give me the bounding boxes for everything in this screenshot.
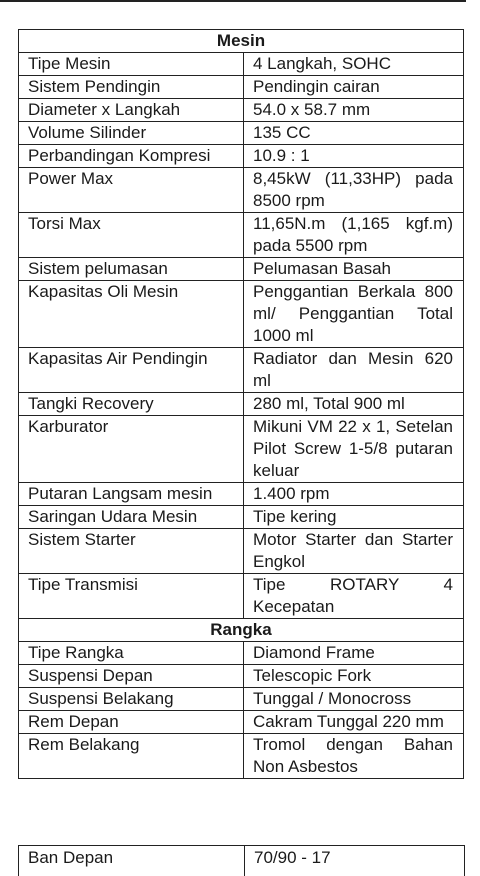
partial-row-clip <box>0 841 480 867</box>
spec-value: Tipe ROTARY 4 Kecepatan <box>244 574 464 619</box>
spec-value: Diamond Frame <box>244 642 464 665</box>
spec-label: Karburator <box>19 416 244 483</box>
spec-label: Sistem Starter <box>19 529 244 574</box>
table-row <box>19 688 464 711</box>
spec-label: Volume Silinder <box>19 122 244 145</box>
table-row <box>19 122 464 145</box>
table-row <box>19 642 464 665</box>
spec-value: Tunggal / Monocross <box>244 688 464 711</box>
spec-value: Tipe kering <box>244 506 464 529</box>
table-row <box>19 281 464 348</box>
spec-label: Suspensi Depan <box>19 665 244 688</box>
section-header-rangka <box>19 619 464 642</box>
section-title: Mesin <box>19 30 464 53</box>
table-row <box>19 258 464 281</box>
table-row <box>19 213 464 258</box>
spec-label: Kapasitas Air Pendingin <box>19 348 244 393</box>
table-row <box>19 168 464 213</box>
spec-value: Penggantian Berkala 800 ml/ Penggantian Total 1000 ml <box>244 281 464 348</box>
section-header-mesin <box>19 30 464 53</box>
table-row <box>19 99 464 122</box>
table-row <box>19 734 464 779</box>
table-row <box>19 574 464 619</box>
table-row <box>19 483 464 506</box>
spec-value: Pendingin cairan <box>244 76 464 99</box>
spec-value: Cakram Tunggal 220 mm <box>244 711 464 734</box>
spec-table <box>18 29 464 779</box>
section-title: Rangka <box>19 619 464 642</box>
spec-value: 70/90 - 17 <box>254 848 331 867</box>
spec-label: Tipe Mesin <box>19 53 244 76</box>
table-row <box>19 348 464 393</box>
table-row <box>19 416 464 483</box>
table-row-partial <box>18 845 465 876</box>
spec-label: Suspensi Belakang <box>19 688 244 711</box>
spec-label: Ban Depan <box>28 848 114 867</box>
table-row <box>19 76 464 99</box>
spec-value: 8,45kW (11,33HP) pada 8500 rpm <box>244 168 464 213</box>
spec-value: 135 CC <box>244 122 464 145</box>
table-row <box>19 665 464 688</box>
table-row <box>19 529 464 574</box>
spec-value: 54.0 x 58.7 mm <box>244 99 464 122</box>
spec-value: Telescopic Fork <box>244 665 464 688</box>
table-row <box>19 711 464 734</box>
spec-value: 11,65N.m (1,165 kgf.m) pada 5500 rpm <box>244 213 464 258</box>
spec-label: Sistem pelumasan <box>19 258 244 281</box>
spec-label: Putaran Langsam mesin <box>19 483 244 506</box>
table-row <box>19 506 464 529</box>
spec-value: 10.9 : 1 <box>244 145 464 168</box>
spec-label: Tangki Recovery <box>19 393 244 416</box>
spec-value: Motor Starter dan Starter Engkol <box>244 529 464 574</box>
top-divider <box>0 0 466 2</box>
spec-value: Radiator dan Mesin 620 ml <box>244 348 464 393</box>
table-row <box>19 53 464 76</box>
spec-label: Perbandingan Kompresi <box>19 145 244 168</box>
spec-label: Torsi Max <box>19 213 244 258</box>
spec-label: Tipe Rangka <box>19 642 244 665</box>
spec-value: 280 ml, Total 900 ml <box>244 393 464 416</box>
spec-value: Pelumasan Basah <box>244 258 464 281</box>
spec-label: Tipe Transmisi <box>19 574 244 619</box>
spec-label: Kapasitas Oli Mesin <box>19 281 244 348</box>
spec-label: Sistem Pendingin <box>19 76 244 99</box>
table-row <box>19 393 464 416</box>
spec-value: 4 Langkah, SOHC <box>244 53 464 76</box>
spec-value: Mikuni VM 22 x 1, Setelan Pilot Screw 1-5/8 putaran keluar <box>244 416 464 483</box>
spec-label: Rem Depan <box>19 711 244 734</box>
spec-label: Saringan Udara Mesin <box>19 506 244 529</box>
spec-label: Diameter x Langkah <box>19 99 244 122</box>
table-row <box>19 145 464 168</box>
spec-label: Power Max <box>19 168 244 213</box>
spec-value: Tromol dengan Bahan Non Asbestos <box>244 734 464 779</box>
spec-value: 1.400 rpm <box>244 483 464 506</box>
spec-label: Rem Belakang <box>19 734 244 779</box>
